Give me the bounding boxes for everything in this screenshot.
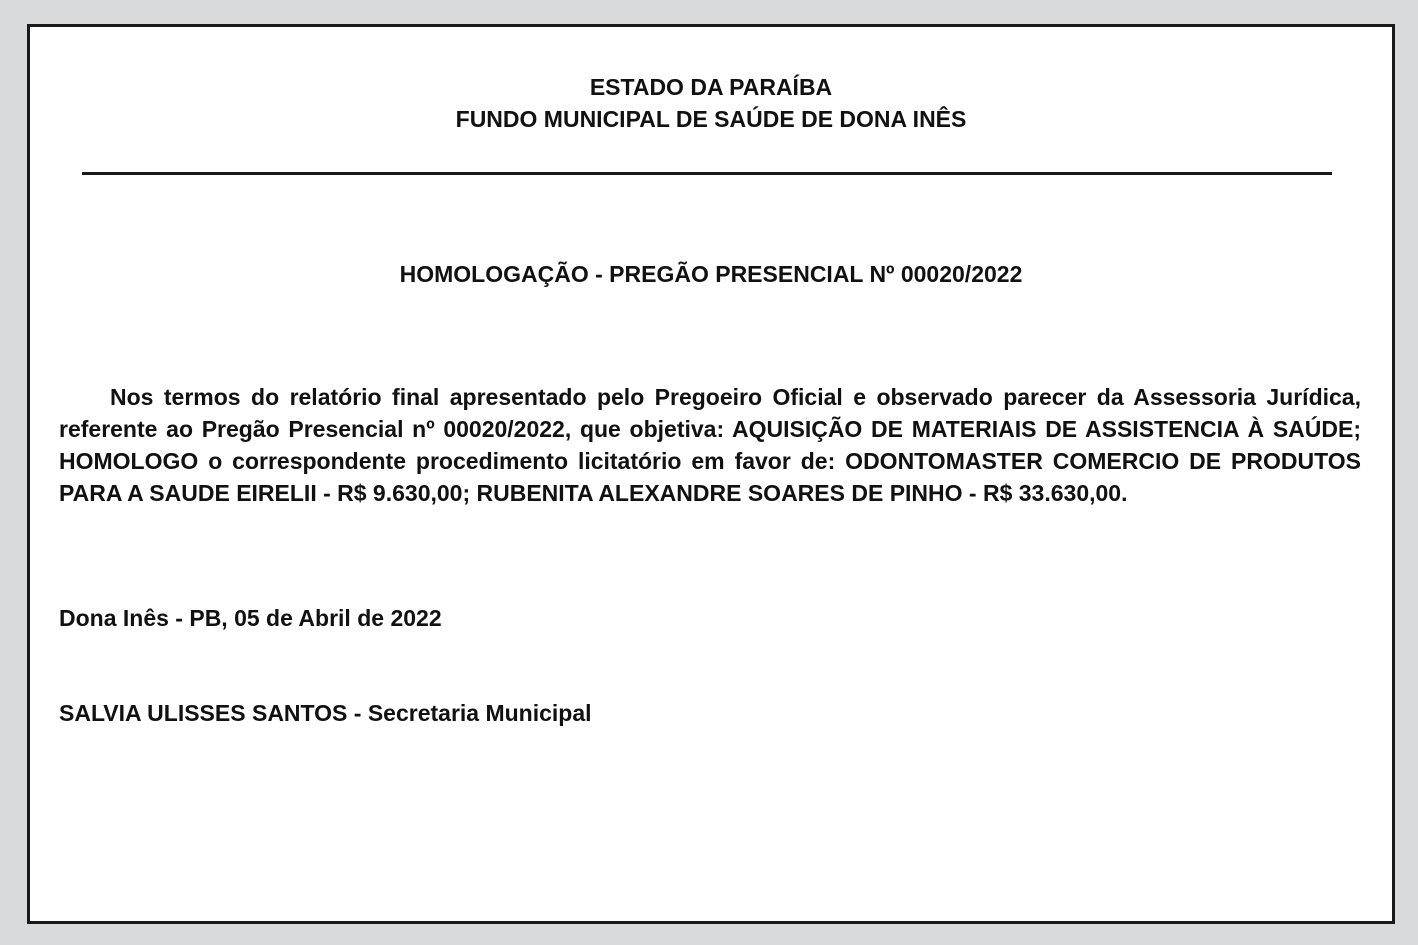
header-fund: FUNDO MUNICIPAL DE SAÚDE DE DONA INÊS <box>455 106 967 132</box>
document-title: HOMOLOGAÇÃO - PREGÃO PRESENCIAL Nº 00020/2022 <box>399 261 1023 287</box>
header-state: ESTADO DA PARAÍBA <box>589 74 833 100</box>
date-line: Dona Inês - PB, 05 de Abril de 2022 <box>59 605 442 631</box>
header-divider <box>82 172 1332 175</box>
signature: SALVIA ULISSES SANTOS - Secretaria Municipal <box>59 700 592 726</box>
document-body: Nos termos do relatório final apresentado pelo Pregoeiro Oficial e observado parecer da Assessoria Jurídica, referente ao Pregão Presencial nº 00020/2022, que objetiva: AQUISIÇÃO DE MATERIAIS DE ASSISTENCIA À SAÚDE; HOMOLOGO o correspondente procedimento licitatório em favor de: ODONTOMASTER COMERCIO DE PRODUTOS PARA A SAUDE EIRELII - R$ 9.630,00; RUBENITA ALEXANDRE SOARES DE PINHO - R$ 33.630,00. <box>59 384 1361 506</box>
header <box>30 71 1392 135</box>
notice-card <box>27 24 1395 924</box>
